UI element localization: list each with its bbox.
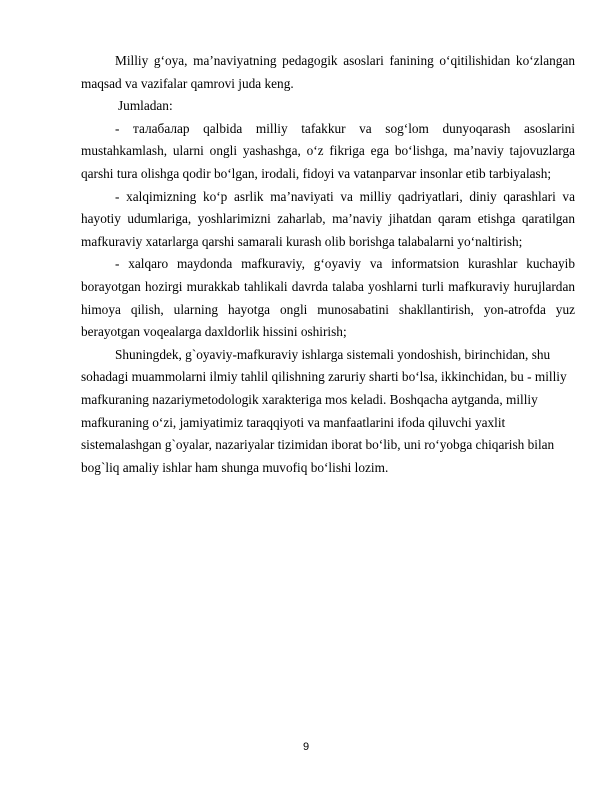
paragraph-bullet-2: - xalqimizning ko‘p asrlik ma’naviyati va milliy qadriyatlari, diniy qarashlari va hayotiy udumlariga, yoshlarimizni zaharlab, ma’naviy jihatdan qaram etishga qaratilgan mafkuraviy xatarlarga qarshi samarali kurash olib borishga talabalarni yo‘naltirish;	[81, 188, 575, 249]
paragraph-intro: Milliy g‘oya, ma’naviyatning pedagogik asoslari fanining o‘qitilishidan ko‘zlangan maqsad va vazifalar qamrovi juda keng.	[81, 53, 575, 91]
paragraph-jumladan: Jumladan:	[118, 98, 173, 114]
paragraph-conclusion: Shuningdek, g`oyaviy-mafkuraviy ishlarga sistemali yondoshish, birinchidan, shu sohadagi muammolarni ilmiy tahlil qilishning zaruriy sharti bo‘lsa, ikkinchidan, bu - milliy mafkuraning nazariymetodologik xarakteriga mos keladi. Boshqacha aytganda, milliy mafkuraning o‘zi, jamiyatimiz taraqqiyoti va manfaatlarini ifoda qiluvchi yaxlit sistemalashgan g`oyalar, nazariyalar tizimidan iborat bo‘lib, uni ro‘yobga chiqarish bilan bog`liq amaliy ishlar ham shunga muvofiq bo‘lishi lozim.	[81, 346, 567, 475]
paragraph-bullet-1: - талабалар qalbida milliy tafakkur va sog‘lom dunyoqarash asoslarini mustahkamlash, ularni ongli yashashga, o‘z fikriga ega bo‘lishga, ma’naviy tajovuzlarga qarshi tura olishga qodir bo‘lgan, irodali, fidoyi va vatanparvar insonlar etib tarbiyalash;	[81, 120, 575, 181]
paragraph-bullet-3: - xalqaro maydonda mafkuraviy, g‘oyaviy va informatsion kurashlar kuchayib borayotgan hozirgi murakkab tahlikali davrda talaba yoshlarni turli mafkuraviy hurujlardan himoya qilish, ularning hayotga ongli munosabatini shakllantirish, yon-atrofda yuz berayotgan voqealarga daxldorlik hissini oshirish;	[81, 256, 575, 340]
body-text	[81, 50, 575, 479]
page-number: 9	[302, 741, 310, 753]
